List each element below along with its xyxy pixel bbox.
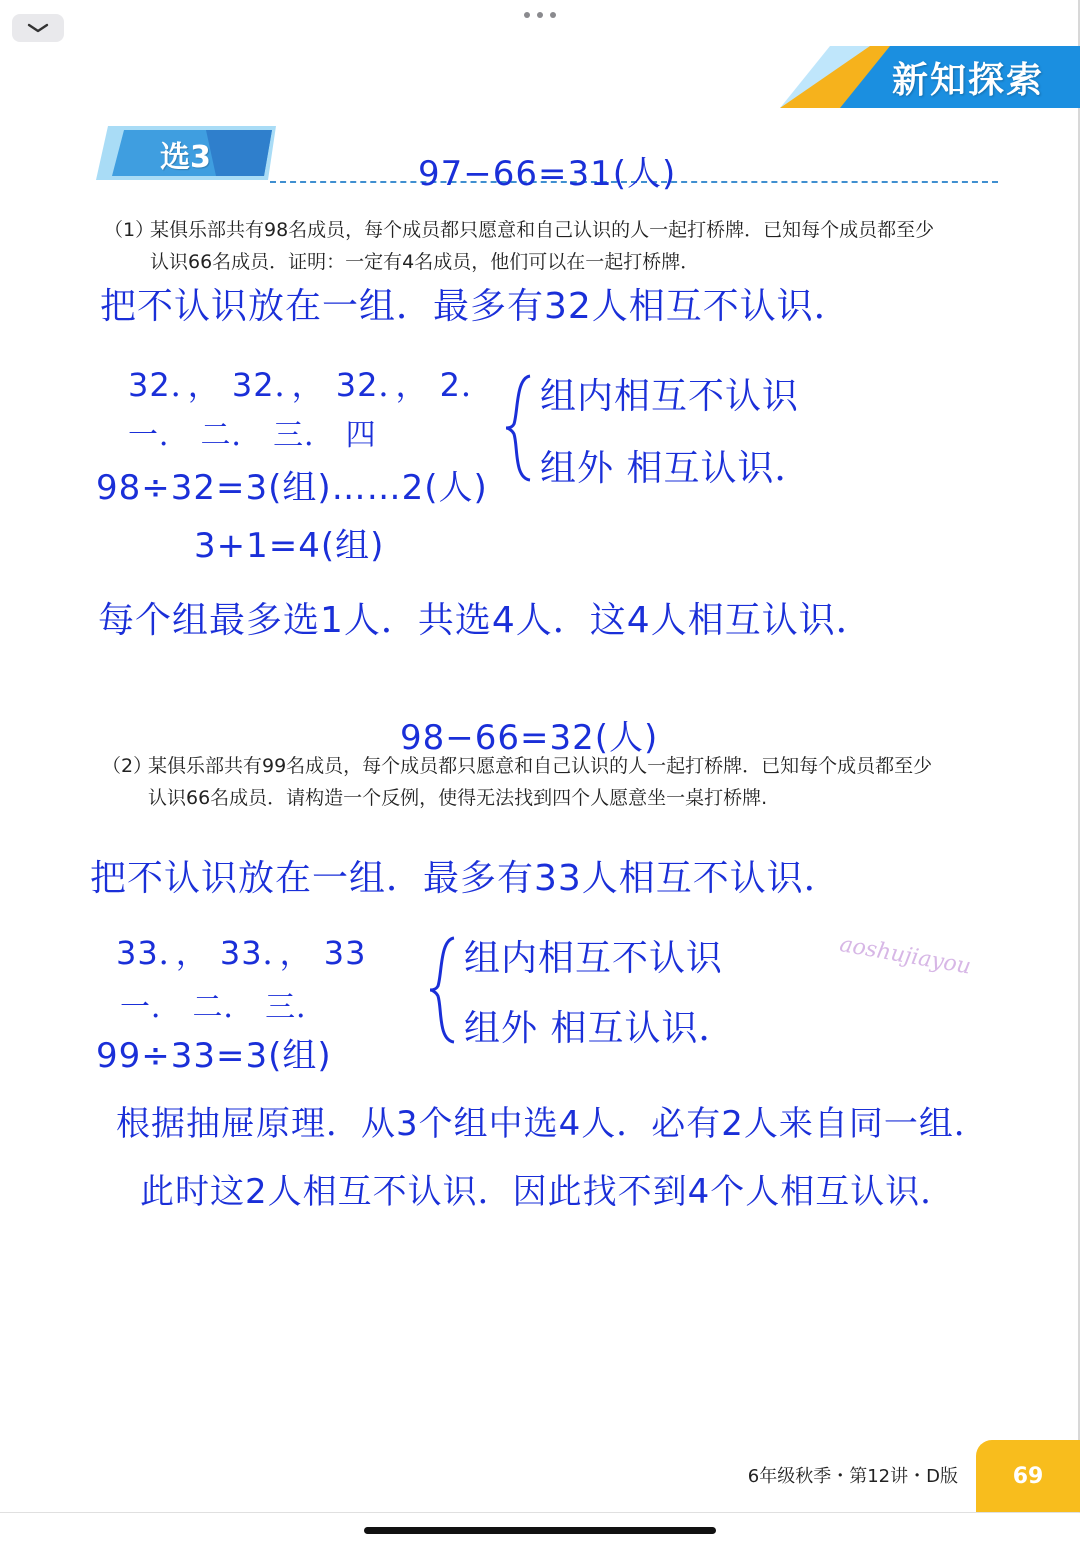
curly-brace	[428, 934, 458, 1046]
watermark: aoshujiayou	[837, 932, 973, 980]
problem-text-line: 认识66名成员．请构造一个反例，使得无法找到四个人愿意坐一桌打桥牌.	[148, 787, 768, 809]
banner-title: 新知探索	[891, 60, 1044, 101]
course-info: 6年级秋季・第12讲・D版	[747, 1466, 958, 1487]
handwritten-calc: 99÷33=3(组)	[96, 1036, 332, 1076]
handwritten-conclusion: 每个组最多选1人．共选4人．这4人相互认识．	[98, 600, 873, 641]
section-label: 选3	[160, 140, 211, 175]
problem-text-line: 某俱乐部共有98名成员，每个成员都只愿意和自己认识的人一起打桥牌．已知每个成员都至少	[150, 219, 935, 241]
handwritten-note: 组内相互不认识	[540, 376, 800, 417]
home-indicator[interactable]	[364, 1527, 716, 1534]
handwritten-conclusion: 此时这2人相互不认识．因此找不到4个人相互认识．	[140, 1172, 956, 1212]
handwritten-calc: 98÷32=3(组)……2(人)	[96, 468, 488, 508]
handwritten-group-labels: 一． 二． 三． 四	[128, 418, 377, 453]
more-dots-icon[interactable]	[524, 10, 556, 20]
chevron-down-icon	[27, 23, 49, 33]
problem-number: （2）	[102, 755, 153, 777]
collapse-button[interactable]	[12, 14, 64, 42]
handwritten-groups: 33．， 33．， 33	[116, 934, 367, 972]
handwritten-conclusion: 根据抽屉原理．从3个组中选4人．必有2人来自同一组．	[116, 1104, 989, 1144]
problem-2-text	[102, 750, 1002, 814]
handwritten-note: 组内相互不认识	[464, 938, 724, 979]
handwritten-groups: 32．， 32．， 32．， 2．	[128, 366, 495, 404]
handwritten-note: 把不认识放在一组．最多有33人相互不认识．	[90, 858, 841, 899]
handwritten-calc: 97−66=31(人)	[418, 154, 677, 194]
handwritten-calc: 98−66=32(人)	[400, 718, 659, 758]
handwritten-group-labels: 一． 二． 三．	[120, 990, 328, 1025]
handwritten-note: 组外 相互认识．	[540, 448, 812, 489]
problem-text-line: 认识66名成员．证明：一定有4名成员，他们可以在一起打桥牌．	[150, 251, 700, 273]
problem-text-line: 某俱乐部共有99名成员，每个成员都只愿意和自己认识的人一起打桥牌．已知每个成员都至少	[148, 755, 933, 777]
curly-brace	[504, 372, 534, 484]
page-number: 69	[976, 1440, 1080, 1512]
handwritten-note: 把不认识放在一组．最多有32人相互不认识．	[100, 286, 851, 327]
problem-1-text	[104, 214, 1004, 278]
problem-number: （1）	[104, 219, 155, 241]
handwritten-calc: 3+1=4(组)	[194, 526, 385, 566]
handwritten-note: 组外 相互认识．	[464, 1008, 736, 1049]
